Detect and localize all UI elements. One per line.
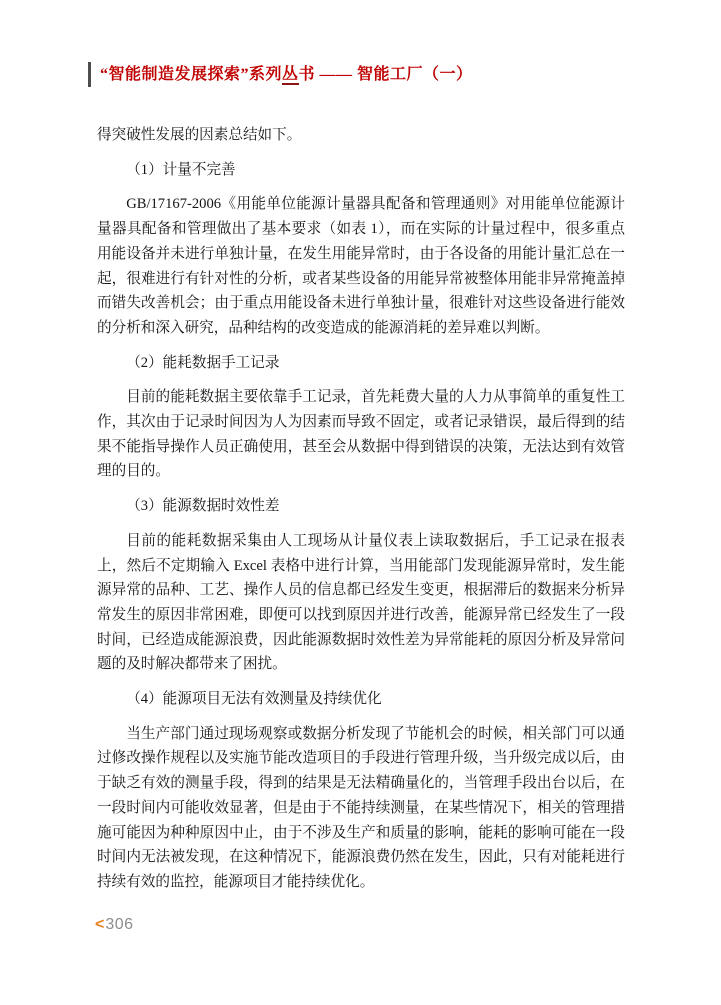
section-heading-4: （4）能源项目无法有效测量及持续优化	[126, 691, 382, 708]
section-paragraph-1: GB/17167-2006《用能单位能源计量器具配备和管理通则》对用能单位能源计量器具配备和管理做出了基本要求（如表 1），而在实际的计量过程中，很多重点用能设备并未进行单独计量，在发生用能异常时，由于各设备的用能计量汇总在一起，很难进行有针对性的分析，或者某些设备的用能异常被整体用能非异常掩盖掉而错失改善机会；由于重点用能设备未进行单独计量，很难针对这些设备进行能效的分析和深入研究，品种结构的改变造成的能源消耗的差异难以判断。	[97, 196, 625, 336]
series-title	[100, 62, 473, 87]
section-paragraph-2: 目前的能耗数据主要依靠手工记录，首先耗费大量的人力从事简单的重复性工作，其次由于记录时间因为人为因素而导致不固定，或者记录错误，最后得到的结果不能指导操作人员正确使用，甚至会从数据中得到错误的决策，无法达到有效管理的目的。	[97, 389, 625, 480]
intro-paragraph: 得突破性发展的因素总结如下。	[97, 127, 302, 143]
section-paragraph-4: 当生产部门通过现场观察或数据分析发现了节能机会的时候，相关部门可以通过修改操作规程以及实施节能改造项目的手段进行管理升级，当升级完成以后，由于缺乏有效的测量手段，得到的结果是无法精确量化的，当管理手段出台以后，在一段时间内可能收效显著，但是由于不能持续测量，在某些情况下，相关的管理措施可能因为种种原因中止，由于不涉及生产和质量的影响，能耗的影响可能在一段时间内无法被发现，在这种情况下，能源浪费仍然在发生，因此，只有对能耗进行持续有效的监控，能源项目才能持续优化。	[97, 725, 625, 890]
series-title-prefix: “智能制造发展探索”系列	[100, 66, 283, 83]
footer-arrow-icon: <	[95, 916, 105, 933]
section-paragraph-3: 目前的能耗数据采集由人工现场从计量仪表上读取数据后，手工记录在报表上，然后不定期输入 Excel 表格中进行计算，当用能部门发现能源异常时，发生能源异常的品种、工艺、操作人员的信息都已经发生变更，根据滞后的数据来分析异常发生的原因非常困难，即便可以找到原因并进行改善，能源异常已经发生了一段时间，已经造成能源浪费，因此能源数据时效性差为异常能耗的原因分析及异常问题的及时解决都带来了困扰。	[97, 532, 625, 673]
section-heading-1: （1）计量不完善	[126, 161, 236, 178]
page-header	[88, 62, 473, 87]
page-number: 306	[105, 916, 134, 933]
series-title-suffix: 书 —— 智能工厂（一）	[298, 66, 473, 83]
page-footer	[95, 915, 134, 935]
section-heading-2: （2）能耗数据手工记录	[126, 354, 280, 371]
section-heading-3: （3）能源数据时效性差	[126, 498, 280, 515]
page-body	[97, 123, 625, 905]
header-accent-bar	[88, 62, 91, 87]
series-title-underlined-char: 丛	[282, 66, 299, 83]
